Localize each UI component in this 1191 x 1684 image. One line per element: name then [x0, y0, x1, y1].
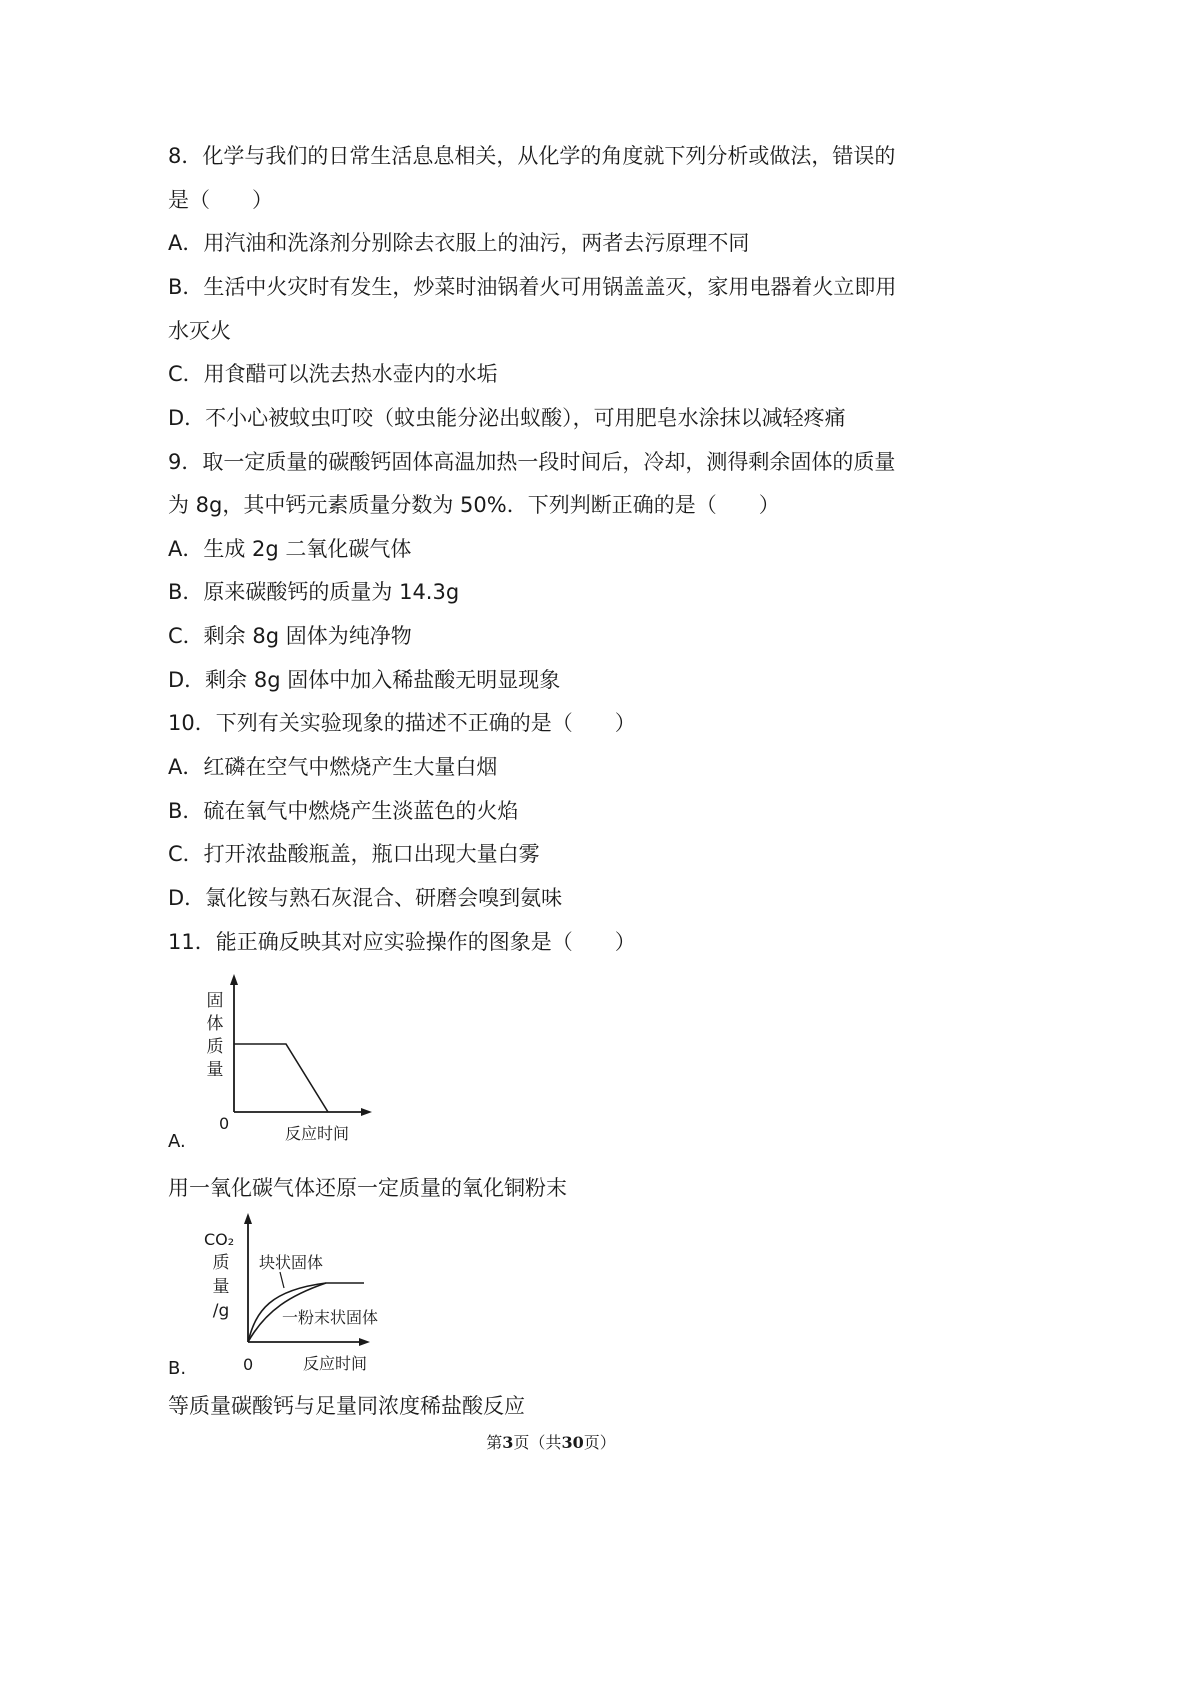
graph-b-option-label: B.	[168, 1358, 187, 1379]
q9-option-c: C．剩余 8g 固体为纯净物	[168, 624, 412, 648]
graph-a-ylabel-4: 量	[206, 1060, 224, 1080]
q8-option-a: A．用汽油和洗涤剂分别除去衣服上的油污，两者去污原理不同	[168, 231, 750, 255]
graph-b-y-arrow	[244, 1213, 252, 1224]
graph-b-caption: 等质量碳酸钙与足量同浓度稀盐酸反应	[168, 1394, 525, 1418]
q9-option-d: D．剩余 8g 固体中加入稀盐酸无明显现象	[168, 668, 561, 692]
page-footer	[0, 1432, 1102, 1454]
q9-option-b: B．原来碳酸钙的质量为 14.3g	[168, 580, 460, 604]
graph-a-ylabel-1: 固	[206, 991, 224, 1011]
graph-a-xlabel: 反应时间	[285, 1124, 350, 1143]
graph-a-origin: 0	[219, 1114, 230, 1133]
graph-a-plot	[222, 972, 382, 1122]
footer-middle: 页（共	[513, 1433, 562, 1452]
q8-option-c: C．用食醋可以洗去热水壶内的水垢	[168, 362, 498, 386]
q9-stem-line1: 9．取一定质量的碳酸钙固体高温加热一段时间后，冷却，测得剩余固体的质量	[168, 450, 896, 474]
graph-a-x-arrow	[361, 1108, 372, 1116]
graph-b-label-powder: 一粉末状固体	[282, 1308, 379, 1327]
q10-option-d: D．氯化铵与熟石灰混合、研磨会嗅到氨味	[168, 886, 563, 910]
footer-prefix: 第	[486, 1433, 503, 1452]
graph-b-ylabel-3: 量	[212, 1277, 230, 1297]
graph-a-line	[234, 1044, 328, 1112]
graph-a-caption: 用一氧化碳气体还原一定质量的氧化铜粉末	[168, 1176, 567, 1200]
graph-b-x-arrow	[359, 1338, 370, 1346]
q8-stem-line2: 是（ ）	[168, 188, 273, 212]
q10-option-a: A．红磷在空气中燃烧产生大量白烟	[168, 755, 498, 779]
q8-stem-line1: 8．化学与我们的日常生活息息相关，从化学的角度就下列分析或做法，错误的	[168, 144, 896, 168]
q9-option-a: A．生成 2g 二氧化碳气体	[168, 537, 412, 561]
q10-option-c: C．打开浓盐酸瓶盖，瓶口出现大量白雾	[168, 842, 540, 866]
footer-total-pages: 30	[561, 1433, 584, 1452]
graph-b-ylabel-4: /g	[212, 1301, 230, 1321]
q9-stem-line2: 为 8g，其中钙元素质量分数为 50%．下列判断正确的是（ ）	[168, 493, 780, 517]
q10-option-b: B．硫在氧气中燃烧产生淡蓝色的火焰	[168, 799, 519, 823]
graph-b-ylabel-2: 质	[212, 1253, 230, 1273]
q8-option-d: D．不小心被蚊虫叮咬（蚊虫能分泌出蚁酸），可用肥皂水涂抹以减轻疼痛	[168, 406, 846, 430]
graph-a-ylabel-3: 质	[206, 1037, 224, 1057]
q10-stem: 10．下列有关实验现象的描述不正确的是（ ）	[168, 711, 636, 735]
graph-a-ylabel-2: 体	[206, 1014, 224, 1034]
q8-option-b: B．生活中火灾时有发生，炒菜时油锅着火可用锅盖盖灭，家用电器着火立即用	[168, 275, 897, 299]
graph-a-option-label: A.	[168, 1131, 186, 1152]
graph-b-label-lump: 块状固体	[259, 1253, 324, 1272]
graph-b-plot	[236, 1210, 396, 1370]
footer-suffix: 页）	[583, 1433, 616, 1452]
graph-b-xlabel: 反应时间	[303, 1354, 368, 1373]
graph-a-y-arrow	[230, 974, 238, 985]
footer-page-number: 3	[502, 1433, 514, 1452]
graph-b-ylabel-1: CO₂	[204, 1230, 235, 1249]
graph-b-leader-lump	[280, 1272, 284, 1288]
q11-stem: 11．能正确反映其对应实验操作的图象是（ ）	[168, 930, 636, 954]
graph-b-origin: 0	[243, 1355, 254, 1374]
q8-option-b-cont: 水灭火	[168, 319, 231, 343]
